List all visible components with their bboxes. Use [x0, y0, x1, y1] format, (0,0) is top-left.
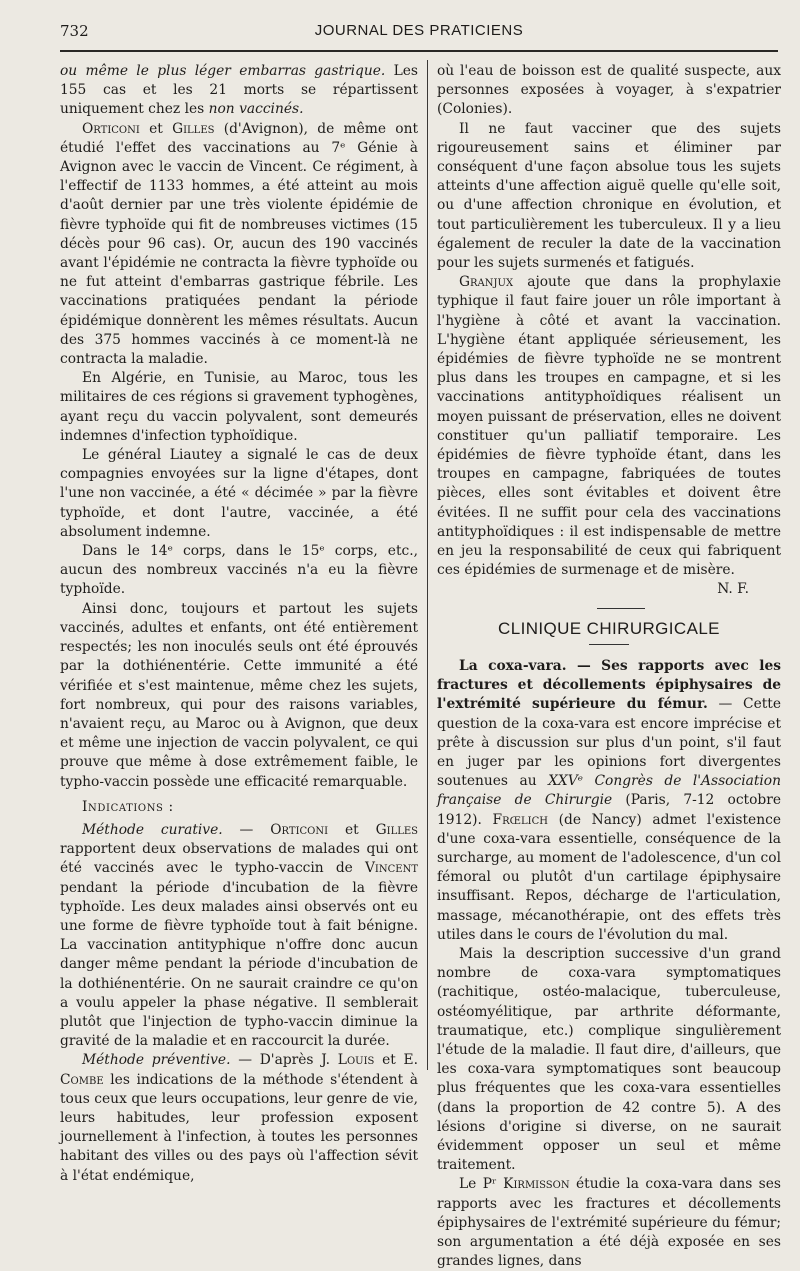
author-name: Orticoni	[270, 821, 329, 838]
right-column	[437, 62, 781, 1271]
italic-text: ou même le plus léger embarras gastrique.	[60, 63, 386, 79]
paragraph: Dans le 14ᵉ corps, dans le 15ᵉ corps, etc., aucun des nombreux vaccinés n'a eu la fièvre typhoïde.	[60, 543, 418, 598]
author-name: Gilles	[172, 120, 215, 137]
header-rule	[60, 50, 778, 52]
italic-text: XXVᵉ Congrès de l'Association française de Chirurgie	[437, 773, 781, 809]
author-name: Granjux	[459, 274, 514, 291]
author-signature: N. F.	[717, 581, 749, 598]
journal-title: JOURNAL DES PRATICIENS	[314, 22, 524, 39]
section-title: CLINIQUE CHIRURGICALE	[498, 618, 720, 638]
paragraph	[60, 1051, 418, 1185]
text-run: rapportent deux observations de malades qui ont été vaccinés avec le typho-vaccin de	[60, 841, 418, 877]
paragraph: Ainsi donc, toujours et partout les sujets vaccinés, adultes et enfants, ont été entièrement respectés; les non inoculés seuls ont été éprouvés par la dothiénentérie. Cette immunité a été vérifiée et s'est maintenue, même chez les sujets, fort nombreux, qui pour des raisons variables, n'avaient reçu, au Maroc ou à Avignon, que deux et même une injection de vaccin polyvalent, ce qui prouve que même à dose extrêmement faible, le typho-vaccin possède une efficacité remarquable.	[60, 600, 418, 790]
text-run: —	[222, 821, 271, 838]
paragraph: où l'eau de boisson est de qualité suspecte, aux personnes exposées à voyager, à s'expatrier (Colonies).	[437, 63, 781, 118]
page-number: 732	[60, 22, 89, 40]
author-name: Combe	[60, 1071, 104, 1088]
author-name: Orticoni	[82, 120, 140, 137]
text-run: — Cette question de la coxa-vara est encore imprécise et prête à discussion sur plus d'un point, s'il faut en juger par les opinions fort divergentes soutenues au	[437, 696, 781, 790]
italic-text: Méthode curative.	[82, 821, 223, 838]
italic-text: non vaccinés.	[208, 101, 304, 118]
paragraph: Le général Liautey a signalé le cas de deux compagnies envoyées sur la ligne d'étapes, dont l'une non vaccinée, a été « décimée » par la fièvre typhoïde, et dont l'autre, vaccinée, a été absolument indemne.	[60, 447, 418, 540]
text-run: et E.	[374, 1052, 419, 1069]
text-run: (d'Avignon), de même ont étudié l'effet des vaccinations au 7ᵉ Génie à Avignon avec le vaccin de Vincent. Ce régiment, à l'effectif de 1133 hommes, a été atteint au mois d'août dernier par une très violente épidémie de fièvre typhoïde qui fit de nombreuses victimes (15 décès pour 96 cas). Or, aucun des 190 vaccinés avant l'épidémie ne contracta la fièvre typhoïde ou ne fut atteint d'embarras gastrique fébrile. Les vaccinations pratiquées pendant la période épidémique donnèrent les mêmes résultats. Aucun des 375 hommes vaccinés à ce moment-là ne contracta la maladie.	[60, 120, 418, 368]
author-name: Vincent	[364, 860, 418, 877]
separator	[597, 608, 645, 609]
paragraph	[60, 120, 418, 370]
bold-heading: La coxa-vara. — Ses rapports avec les fractures et décollements épiphysaires de l'extrémité supérieure du fémur.	[437, 657, 781, 713]
left-column	[60, 62, 418, 1186]
text-run: ajoute que dans la prophylaxie typhique il faut faire jouer un rôle important à l'hygiène à côté et avant la vaccination. L'hygiène étant appliquée sérieusement, les épidémies de fièvre typhoïde ne se montrent plus dans les troupes en campagne, et si les vaccinations antityphoïdiques réalisent un moyen puissant de préservation, elles ne doivent constituer qu'un palliatif temporaire. Les épidémies de fièvre typhoïde étant, dans les troupes en campagne, fabriquées de toutes pièces, elles sont évitables et doivent être évitées. Il ne suffit pour cela des vaccinations antityphoïdiques : il est indispensable de mettre en jeu la responsabilité de ceux qui fabriquent ces épidémies de surmenage et de misère.	[437, 274, 781, 579]
paragraph	[60, 62, 418, 120]
paragraph	[437, 1175, 781, 1271]
text-run: Les 155 cas et les 21 morts se répartissent uniquement chez les	[60, 63, 418, 118]
author-name: Frœlich	[492, 811, 548, 828]
column-divider	[427, 60, 428, 1070]
indications-heading: Indications :	[82, 798, 174, 815]
author-name: Louis	[337, 1052, 375, 1069]
text-run: (de Nancy) admet l'existence d'une coxa-vara essentielle, conséquence de la surcharge, au moment de l'adolescence, d'un col fémoral ou plutôt d'un cartilage épiphysaire insuffisant. Repos, décharge de l'articulation, massage, mécanothérapie, ont des effets très utiles dans le cours de l'évolution du mal.	[437, 811, 781, 943]
text-run: pendant la période d'incubation de la fièvre typhoïde. Les deux malades ainsi observés ont eu une forme de fièvre typhoïde tout à fait bénigne. La vaccination antityphique n'offre donc aucun danger même pendant la période d'incubation de la dothiénentérie. On ne saurait craindre ce qu'on a voulu appeler la phase négative. Il semblerait plutôt que l'injection de typho-vaccin diminue la gravité de la maladie et en raccourcit la durée.	[60, 879, 418, 1050]
text-run: — D'après J.	[230, 1052, 338, 1069]
author-name: Gilles	[375, 821, 418, 838]
text-run: Le Pʳ	[459, 1176, 504, 1193]
paragraph	[60, 821, 418, 1051]
page-header	[60, 20, 778, 46]
paragraph: En Algérie, en Tunisie, au Maroc, tous les militaires de ces régions si gravement typhogènes, ayant reçu du vaccin polyvalent, sont demeurés indemnes d'infection typhoïdique.	[60, 370, 418, 444]
paragraph	[437, 273, 781, 580]
paragraph	[437, 657, 781, 945]
text-run: (Paris, 7-12 octobre 1912).	[437, 792, 781, 828]
italic-text: Méthode préventive.	[82, 1052, 231, 1069]
text-run: et	[328, 821, 376, 838]
author-name: Kirmisson	[503, 1176, 570, 1193]
section-rule	[589, 644, 629, 645]
paragraph: Il ne faut vacciner que des sujets rigoureusement sains et éliminer par conséquent d'une façon absolue tous les sujets atteints d'une affection aiguë quelle qu'elle soit, ou d'une affection chronique en évolution, et tout particulièrement les tuberculeux. Il y a lieu également de reculer la date de la vaccination pour les sujets surmenés et fatigués.	[437, 120, 781, 272]
text-run: et	[139, 120, 173, 137]
paragraph: Mais la description successive d'un grand nombre de coxa-vara symptomatiques (rachitique, ostéo-malacique, tuberculeuse, ostéomyélitique, par arthrite déformante, traumatique, etc.) complique singulièrement l'étude de la maladie. Il faut dire, d'ailleurs, que les coxa-vara symptomatiques sont beaucoup plus fréquentes que les coxa-vara essentielles (dans la proportion de 42 contre 5). A des lésions d'origine si diverse, on ne saurait évidemment opposer un seul et même traitement.	[437, 945, 781, 1174]
text-run: les indications de la méthode s'étendent à tous ceux que leurs occupations, leur genre de vie, leurs habitudes, leur profession exposent journellement à l'infection, à toutes les personnes habitant des villes ou des pays où l'affection sévit à l'état endémique,	[60, 1071, 418, 1184]
text-run: étudie la coxa-vara dans ses rapports avec les fractures et décollements épiphysaires de l'extrémité supérieure du fémur; son argumentation a été déjà exposée en ses grandes lignes, dans	[437, 1176, 782, 1270]
